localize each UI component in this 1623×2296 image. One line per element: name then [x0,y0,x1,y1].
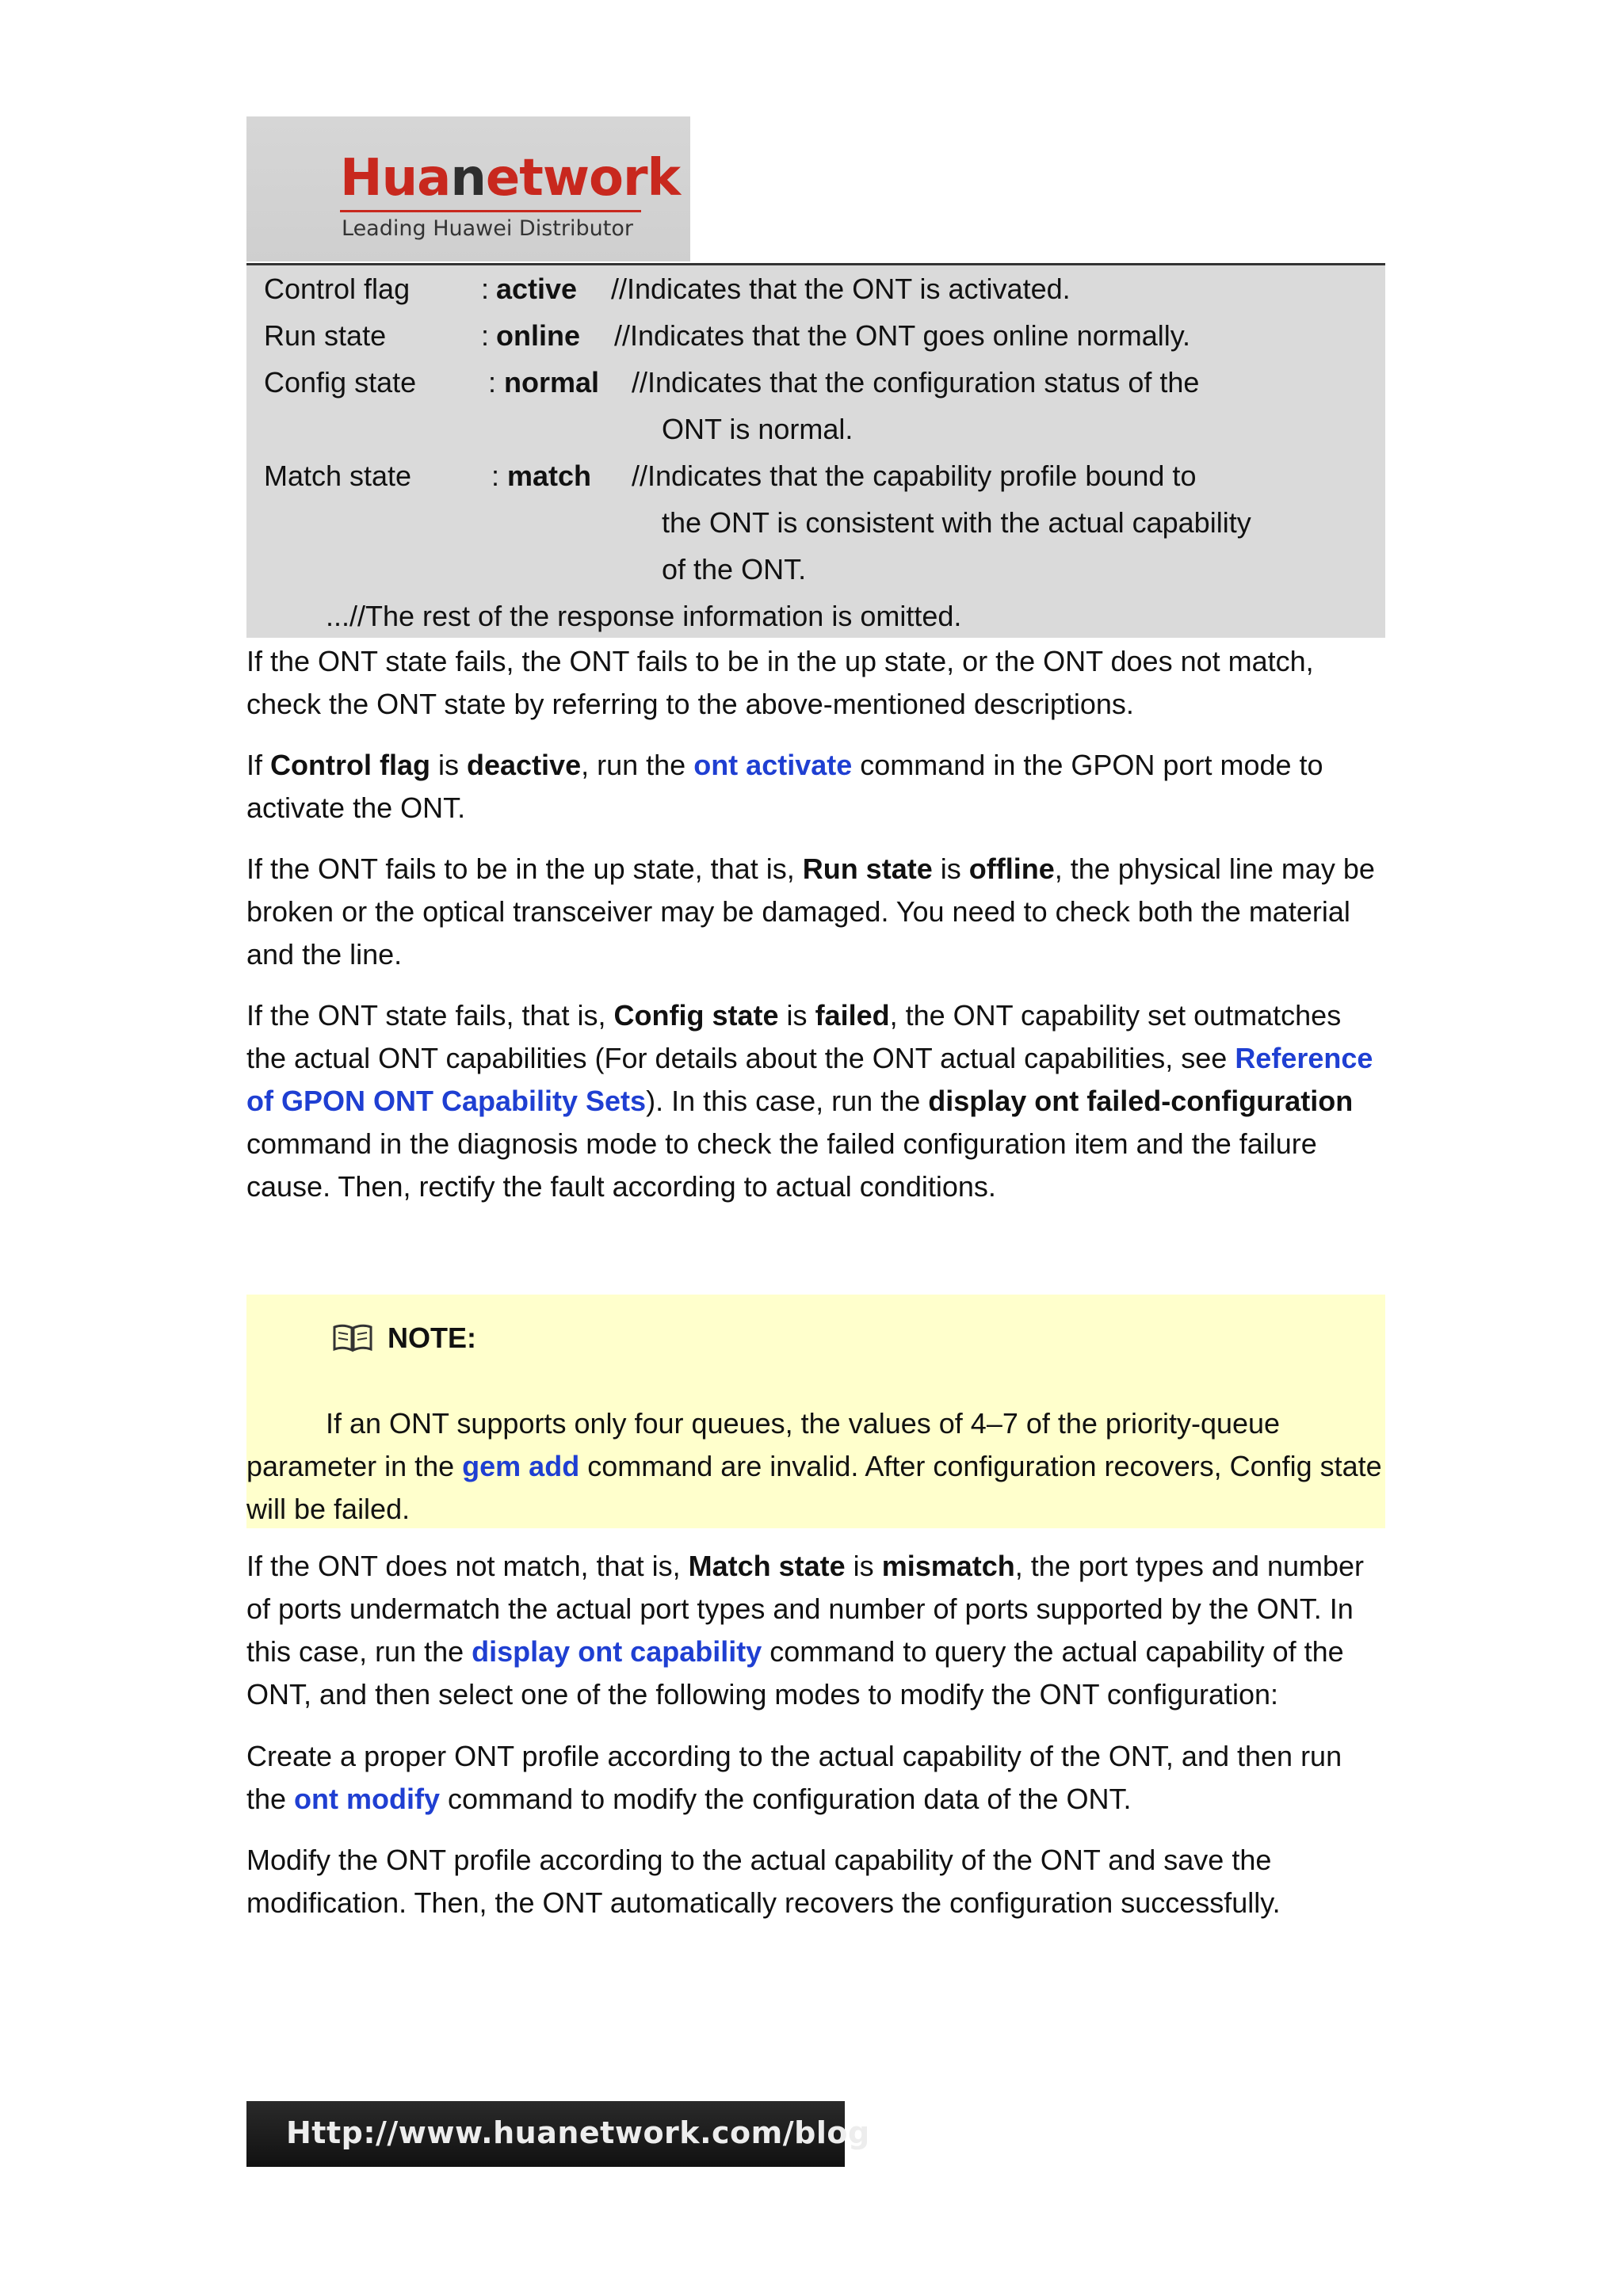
status-colon: : [491,460,500,492]
term-mismatch: mismatch [881,1550,1015,1582]
footer-url: Http://www.huanetwork.com/blog [286,2115,870,2150]
status-omitted-note: ...//The rest of the response information is omitted. [326,600,962,632]
status-colon: : [488,366,497,399]
status-comment: //Indicates that the capability profile bound to [632,460,1197,492]
term-deactive: deactive [467,749,582,781]
status-comment-continued: the ONT is consistent with the actual capability [662,506,1251,539]
term-offline: offline [968,852,1055,885]
status-comment: //Indicates that the configuration status of the [632,366,1200,399]
term-config-state: Config state [613,999,779,1032]
paragraph-create-profile [246,1735,1388,1821]
text: If an ONT supports only four queues, the values of 4–7 of the priority-queue parameter in the [246,1407,1281,1482]
note-header [332,1322,476,1355]
status-value-match: match [507,460,592,492]
text: command in the GPON port mode to activate the ONT. [246,749,1323,824]
term-run-state: Run state [802,852,933,885]
text: Create a proper ONT profile according to the actual capability of the ONT, and then run the [246,1740,1342,1815]
link-ont-modify[interactable]: ont modify [294,1783,441,1815]
term-failed: failed [815,999,890,1032]
status-comment: //Indicates that the ONT goes online normally. [614,319,1191,352]
status-value-online: online [496,319,580,352]
text: If the ONT state fails, that is, [246,999,614,1032]
text: command to modify the configuration data of the ONT. [440,1783,1132,1815]
term-control-flag: Control flag [270,749,430,781]
logo-underline [340,210,641,212]
link-ont-activate[interactable]: ont activate [693,749,853,781]
text: ). In this case, run the [646,1085,929,1117]
logo-wordmark-part1: Hua [340,149,451,208]
status-field-config-state: Config state [264,366,417,399]
note-box [246,1295,1385,1528]
status-value-active: active [496,273,578,305]
text: , the ONT capability set outmatches the actual ONT capabilities (For details about the ONT actual capabilities, see [246,999,1342,1074]
logo-wordmark [340,149,681,208]
huanetwork-logo [246,116,690,261]
logo-wordmark-part3: etwork [485,149,681,208]
status-value-normal: normal [504,366,600,399]
text: If the ONT does not match, that is, [246,1550,689,1582]
status-comment-continued: ONT is normal. [662,413,854,445]
paragraph-modify-profile: Modify the ONT profile according to the actual capability of the ONT and save the modification. Then, the ONT automatically recovers the configuration successfully. [246,1844,1281,1919]
status-field-match-state: Match state [264,460,412,492]
text: If [246,749,271,781]
status-comment-continued: of the ONT. [662,553,807,585]
paragraph-run-state [246,848,1388,976]
link-display-ont-capability[interactable]: display ont capability [472,1635,762,1668]
text: , run the [581,749,694,781]
text: command in the diagnosis mode to check the failed configuration item and the failure cause. Then, rectify the fault according to actual conditions. [246,1127,1317,1203]
text: is [778,999,815,1032]
term-match-state: Match state [688,1550,846,1582]
note-text [246,1402,1385,1531]
text: is [430,749,468,781]
paragraph-control-flag [246,744,1388,830]
text: command are invalid. After configuration recovers, Config state will be failed. [246,1450,1382,1525]
logo-wordmark-part2: n [450,149,486,208]
status-colon: : [481,273,490,305]
text: , the physical line may be broken or the optical transceiver may be damaged. You need to check both the material and the line. [246,852,1375,971]
book-icon [332,1323,373,1353]
text: is [845,1550,882,1582]
status-field-run-state: Run state [264,319,387,352]
paragraph-config-state [246,994,1388,1208]
text: , the port types and number of ports undermatch the actual port types and number of ports supported by the ONT. In this case, run the [246,1550,1365,1668]
note-label: NOTE: [388,1322,476,1354]
status-colon: : [481,319,490,352]
status-field-control-flag: Control flag [264,273,411,305]
status-comment: //Indicates that the ONT is activated. [611,273,1071,305]
logo-tagline: Leading Huawei Distributor [342,216,633,241]
text: If the ONT fails to be in the up state, that is, [246,852,803,885]
footer-url-banner [246,2101,870,2167]
term-display-ont-failed-configuration: display ont failed-configuration [928,1085,1354,1117]
paragraph-match-state [246,1545,1388,1716]
link-gem-add[interactable]: gem add [462,1450,580,1482]
text: command to query the actual capability of the ONT, and then select one of the following modes to modify the ONT configuration: [246,1635,1344,1711]
paragraph-intro: If the ONT state fails, the ONT fails to be in the up state, or the ONT does not match, check the ONT state by referring to the above-mentioned descriptions. [246,645,1314,720]
status-output-block [246,265,1385,638]
text: is [932,852,969,885]
link-reference-capability-sets[interactable]: Reference of GPON ONT Capability Sets [246,1042,1373,1117]
